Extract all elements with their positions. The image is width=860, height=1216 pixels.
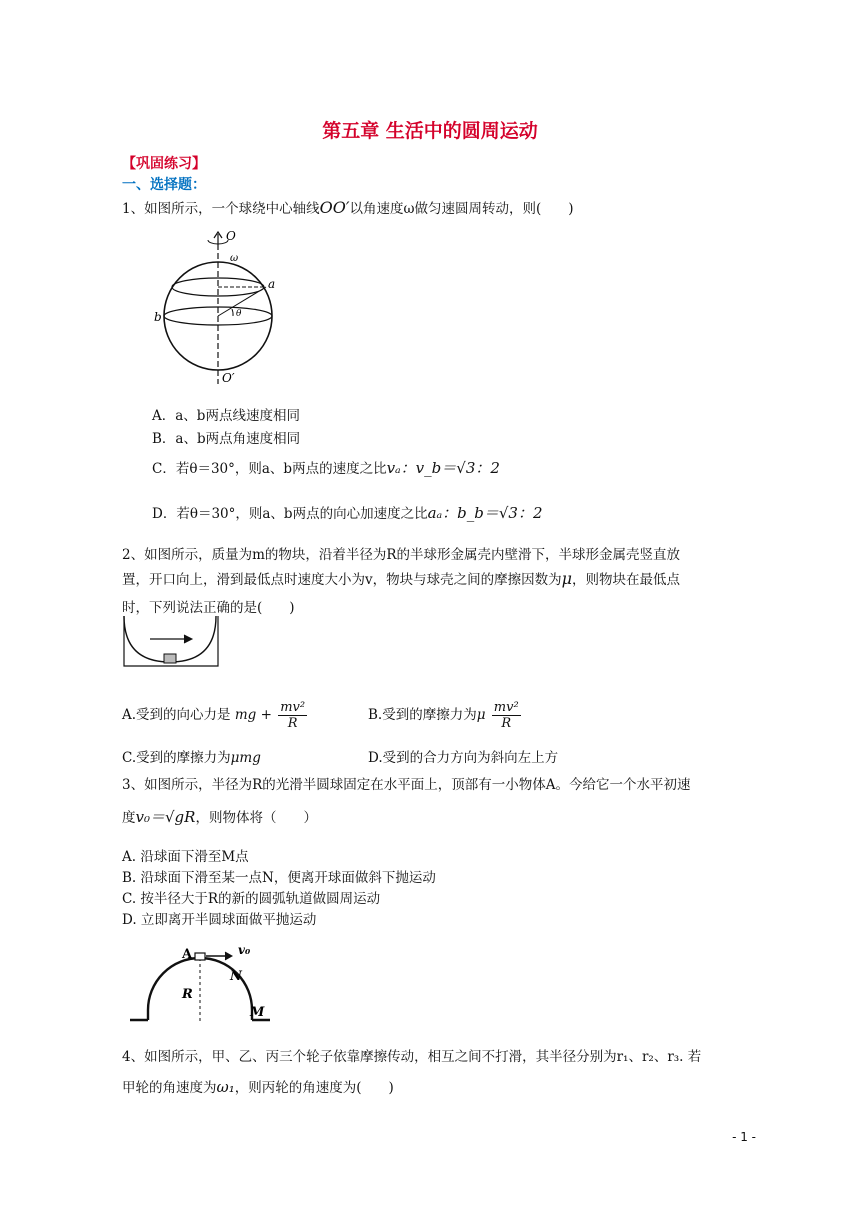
q4-line-2: 甲轮的角速度为ω₁，则丙轮的角速度为( ) bbox=[122, 1078, 394, 1096]
q3-label-v0: v₀ bbox=[238, 943, 251, 957]
q1-stem: 1、如图所示，一个球绕中心轴线OO′以角速度ω做匀速圆周转动，则( ) bbox=[122, 198, 574, 217]
q2-line-3: 时，下列说法正确的是( ) bbox=[122, 600, 295, 616]
q1-option-a: A．a、b两点线速度相同 bbox=[152, 408, 300, 424]
q1-option-d-math: aₐ：b_b＝√3：2 bbox=[427, 504, 543, 522]
q1-option-c: C．若θ＝30°，则a、b两点的速度之比vₐ：v_b＝√3：2 bbox=[152, 459, 500, 477]
q3-option-a: A. 沿球面下滑至M点 bbox=[122, 849, 249, 865]
q2-mu: μ bbox=[561, 569, 573, 588]
q2-option-d: D.受到的合力方向为斜向左上方 bbox=[368, 750, 559, 766]
q3-option-b: B. 沿球面下滑至某一点N，便离开球面做斜下抛运动 bbox=[122, 870, 436, 886]
q2-line-1: 2、如图所示，质量为m的物块，沿着半径为R的半球形金属壳内壁滑下，半球形金属壳竖直放 bbox=[122, 547, 681, 563]
page-number: - 1 - bbox=[732, 1130, 756, 1144]
q1-sphere-figure bbox=[148, 226, 288, 388]
q4-omega1: ω₁ bbox=[216, 1078, 235, 1096]
section-heading-choice: 一、选择题： bbox=[122, 177, 206, 193]
q1-label-b: b bbox=[154, 310, 162, 324]
q1-label-omega: ω bbox=[230, 253, 239, 264]
q3-label-N: N bbox=[230, 969, 242, 984]
q3-option-c: C. 按半径大于R的新的圆弧轨道做圆周运动 bbox=[122, 891, 381, 907]
q2-bowl-figure bbox=[120, 612, 222, 668]
q3-label-A: A bbox=[182, 947, 193, 962]
q2-line-2: 置，开口向上，滑到最低点时速度大小为v，物块与球壳之间的摩擦因数为μ，则物块在最低点 bbox=[122, 569, 681, 588]
q2-option-a: A.受到的向心力是 mg + $\frac{\text{mv²}}{R}$ bbox=[122, 700, 306, 731]
q4-line-1: 4、如图所示，甲、乙、丙三个轮子依靠摩擦传动，相互之间不打滑，其半径分别为r₁、r₂、r₃. 若 bbox=[122, 1049, 702, 1065]
q1-label-theta: θ bbox=[236, 309, 242, 319]
q3-v0-math: v₀＝√gR bbox=[135, 808, 196, 826]
q1-option-b: B．a、b两点角速度相同 bbox=[152, 431, 301, 447]
q2-option-b: B.受到的摩擦力为μ $\frac{\text{mv²}}{R}$ bbox=[368, 700, 519, 731]
q2-option-c-math: μmg bbox=[230, 750, 261, 766]
q2-option-c: C.受到的摩擦力为μmg bbox=[122, 750, 261, 766]
q3-label-M: M bbox=[250, 1005, 265, 1020]
section-heading-practice: 【巩固练习】 bbox=[122, 156, 206, 172]
q1-axis: OO′ bbox=[319, 198, 350, 217]
q1-option-c-math: vₐ：v_b＝√3：2 bbox=[386, 459, 500, 477]
q3-line-2: 度v₀＝√gR，则物体将（ ） bbox=[122, 808, 317, 826]
q1-option-d: D．若θ＝30°，则a、b两点的向心加速度之比aₐ：b_b＝√3：2 bbox=[152, 504, 543, 522]
q3-label-R: R bbox=[182, 987, 193, 1002]
page-title: 第五章 生活中的圆周运动 bbox=[322, 120, 538, 142]
q2-option-a-fraction: $\frac{\text{mv²}}{R}$ bbox=[280, 700, 306, 731]
q1-label-O: O bbox=[226, 229, 236, 243]
q1-label-Oprime: O′ bbox=[222, 371, 235, 385]
q1-label-a: a bbox=[268, 277, 276, 291]
q2-option-b-fraction: $\frac{\text{mv²}}{R}$ bbox=[493, 700, 519, 731]
q3-option-d: D. 立即离开半圆球面做平抛运动 bbox=[122, 912, 317, 928]
q3-line-1: 3、如图所示，半径为R的光滑半圆球固定在水平面上，顶部有一小物体A。今给它一个水平初速 bbox=[122, 777, 691, 793]
q3-hemisphere-figure bbox=[126, 936, 276, 1028]
